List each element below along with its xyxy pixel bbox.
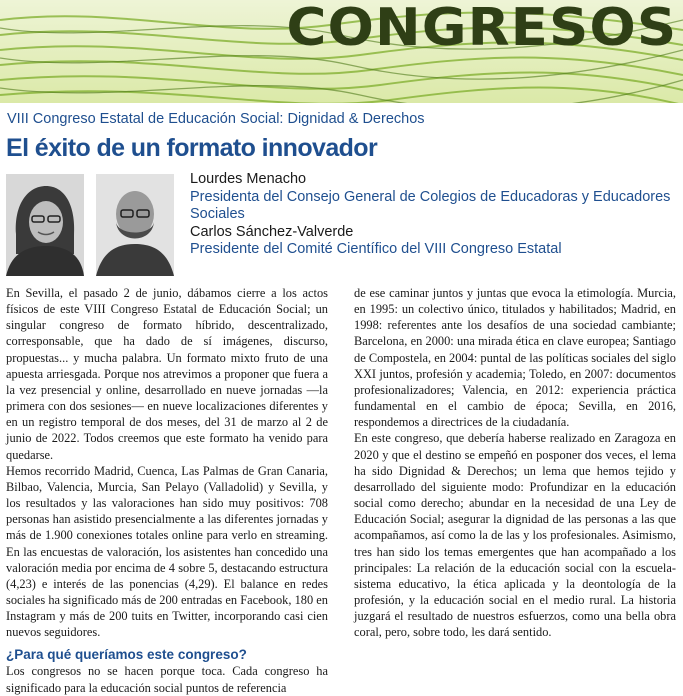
paragraph: Los congresos no se hacen porque toca. Cada congreso ha significado para la educación social puntos de referencia bbox=[6, 664, 328, 695]
author-name: Carlos Sánchez-Valverde bbox=[190, 223, 354, 240]
paragraph: En Sevilla, el pasado 2 de junio, dábamos cierre a los actos físicos de este VIII Congreso Estatal de Educación Social; un singular congreso de formato híbrido, descentralizado, corresponsable, que ha dado de sí imágenes, discurso, propuestas... y mucha palabra. Un formato mixto fruto de una apuesta arriesgada. Porque nos atrevimos a proponer que fuera a la vez presencial y online, desarrollado en nueve jornadas —la primera con dos sesiones— en nueve localizaciones diferentes y en un registro temporal de dos meses, del 31 de marzo al 2 de junio de 2022. Todos creemos que este formato ha venido para quedarse. bbox=[6, 286, 328, 462]
paragraph: Hemos recorrido Madrid, Cuenca, Las Palmas de Gran Canaria, Bilbao, Valencia, Murcia, San Pelayo (Valladolid) y Sevilla, y los resultados y las valoraciones han sido muy positivos: 708 personas han asistido presencialmente a las diferentes jornadas y más de 1.900 conexiones totales online para verlo en streaming. En las encuestas de valoración, los asistentes han concedido una valoración media por encima de 4 sobre 5, destacando estructura (4,23) e interés de las ponencias (4,29). El balance en redes sociales ha significado más de 200 entradas en Facebook, 180 en Instagram y más de 200 tuits en Twitter, incorporando casi cien nuevos seguidores. bbox=[6, 463, 328, 640]
paragraph: de ese caminar juntos y juntas que evoca la etimología. Murcia, en 1995: un colectivo único, titulados y habilitados; Madrid, en 1998: referentes ante los desafíos de una sociedad cambiante; Barcelona, en 2000: una mirada ética en clave europea; Santiago de Compostela, en 2004: puntal de las políticas sociales del siglo XXI juntos, profesión y academia; Toledo, en 2007: documentos profesionalizadores; Valencia, en 2012: experiencia práctica fundamental en el cambio de época; Sevilla, en 2016, respondemos a directrices de la ciudadanía. bbox=[354, 286, 676, 430]
author-photo-lourdes bbox=[6, 174, 84, 276]
portrait-man-icon bbox=[96, 174, 174, 276]
article-headline: El éxito de un formato innovador bbox=[6, 134, 378, 162]
author-photo-carlos bbox=[96, 174, 174, 276]
paragraph: En este congreso, que debería haberse realizado en Zaragoza en 2020 y que el destino se empeñó en posponer dos veces, el lema ha sido Dignidad & Derechos; un lema que hemos tejido y desarrollado del siguiente modo: Profundizar en la educación social como derecho; abundar en la necesidad de una Ley de Educación Social; asegurar la dignidad de las personas a las que acompañamos, así como la de las y los profesionales. Asimismo, tres han sido los temas emergentes que han acompañado a los principales: La relación de la educación social con la escuela-sistema educativo, la ética aplicada y la deontología de la profesión, y la educación social en el medio rural. La historia juzgará el resultado de nuestros esfuerzos, como una bella obra coral, pero, sobre todo, les dará sentido. bbox=[354, 431, 676, 640]
article-subtitle: VIII Congreso Estatal de Educación Social: Dignidad & Derechos bbox=[7, 111, 425, 127]
article-column-right bbox=[354, 285, 676, 640]
article-column-left bbox=[6, 285, 328, 696]
section-banner bbox=[0, 0, 683, 103]
author-role: Presidenta del Consejo General de Colegios de Educadoras y Educadores Sociales bbox=[190, 188, 671, 222]
author-name: Lourdes Menacho bbox=[190, 171, 307, 187]
author-role: Presidente del Comité Científico del VIII Congreso Estatal bbox=[190, 241, 562, 257]
portrait-woman-icon bbox=[6, 174, 84, 276]
section-heading: ¿Para qué queríamos este congreso? bbox=[6, 647, 247, 663]
author-block bbox=[190, 171, 683, 259]
banner-title: CONGRESOS bbox=[286, 0, 677, 58]
